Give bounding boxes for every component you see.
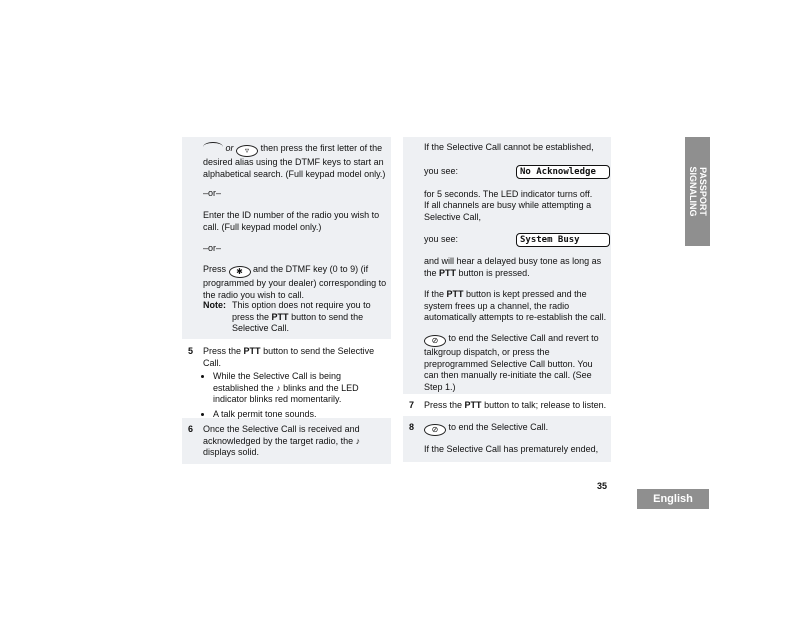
or-separator-2: –or–	[203, 243, 222, 253]
press-key-paragraph: Press ✱ and the DTMF key (0 to 9) (if programmed by your dealer) corresponding to the radio you wish to call.	[203, 264, 387, 300]
section-side-tab: PASSPORT SIGNALING	[685, 137, 710, 246]
delayed-busy-paragraph: and will hear a delayed busy tone as long as the PTT button is pressed.	[424, 256, 602, 278]
step-6-number: 6	[188, 424, 194, 434]
step-6-text: Once the Selective Call is received and acknowledged by the target radio, the ♪ displays solid.	[203, 424, 361, 457]
five-seconds-paragraph: for 5 seconds. The LED indicator turns off.	[424, 189, 593, 199]
busy-paragraph: If all channels are busy while attempting a Selective Call,	[424, 200, 592, 222]
kept-pressed-paragraph: If the PTT button is kept pressed and the system frees up a channel, the radio automatically attempts to re-establish the call.	[424, 289, 607, 322]
step-5-bullets	[203, 371, 383, 423]
step-5-text: Press the PTT button to send the Selective Call.	[203, 346, 375, 368]
language-tab: English	[637, 489, 709, 509]
step-7-text: Press the PTT button to talk; release to listen.	[424, 400, 607, 410]
step-7-number: 7	[409, 400, 415, 410]
you-see-label-2: you see:	[424, 234, 459, 244]
display-system-busy: System Busy	[516, 233, 610, 247]
step-5-number: 5	[188, 346, 194, 356]
end-call-paragraph: ⊘ to end the Selective Call and revert to talkgroup dispatch, or press the preprogrammed Selective Call button. You can then manually re-initiate the call. (See Step 1.)	[424, 333, 599, 392]
intro-paragraph: or ▿ then press the first letter of the desired alias using the DTMF keys to start an alphabetical search. (Full keypad model only.)	[203, 143, 386, 179]
up-arrow-key-icon	[203, 142, 223, 152]
bullet-1: • While the Selective Call is being established the ♪ blinks and the LED indicator blinks red momentarily.	[213, 371, 383, 406]
bullet-2: • A talk permit tone sounds.	[213, 409, 383, 421]
star-key-icon: ✱	[229, 266, 251, 278]
cancel-key-icon: ⊘	[424, 335, 446, 347]
step-8-text: ⊘ to end the Selective Call.	[424, 422, 609, 436]
cancel-key-icon: ⊘	[424, 424, 446, 436]
note-text: This option does not require you to press the PTT button to send the Selective Call.	[232, 300, 371, 333]
down-arrow-key-icon: ▿	[236, 145, 258, 157]
note-icon: ♪	[355, 435, 361, 446]
page-number: 35	[597, 481, 608, 491]
fail-paragraph: If the Selective Call cannot be established,	[424, 142, 594, 152]
you-see-label-1: you see:	[424, 166, 459, 176]
or-separator-1: –or–	[203, 188, 222, 198]
display-no-acknowledge: No Acknowledge	[516, 165, 610, 179]
step-8-number: 8	[409, 422, 415, 432]
note-icon: ♪	[276, 382, 281, 393]
note-label: Note:	[203, 300, 226, 310]
id-entry-paragraph: Enter the ID number of the radio you wish to call. (Full keypad model only.)	[203, 210, 380, 232]
premature-paragraph: If the Selective Call has prematurely ended,	[424, 444, 599, 454]
